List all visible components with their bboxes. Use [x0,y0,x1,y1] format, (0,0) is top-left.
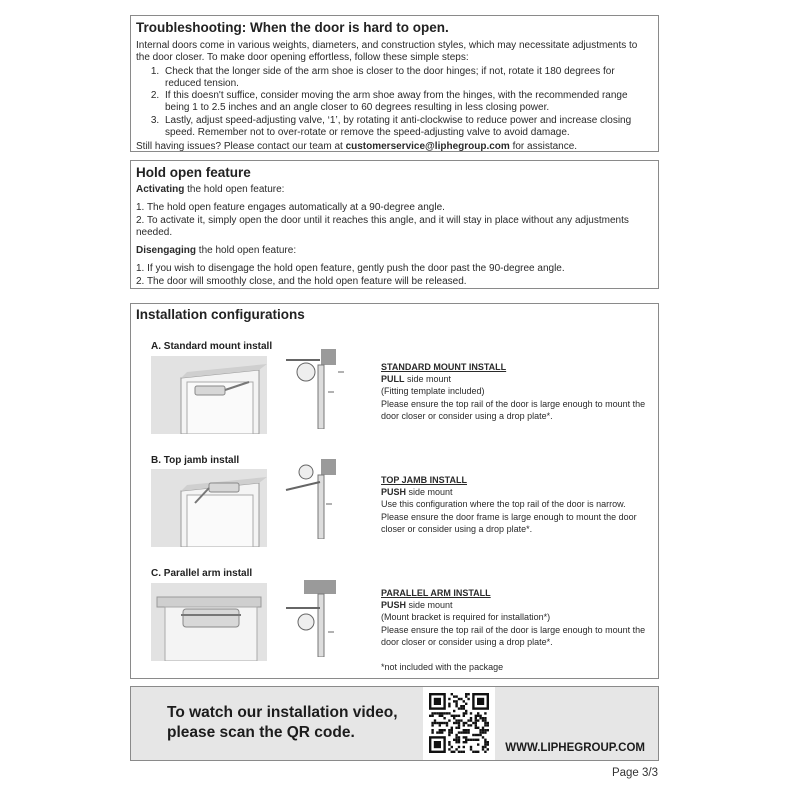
troubleshooting-step: 3. Lastly, adjust speed-adjusting valve, ‘1’, by rotating it anti-clockwise to reduce power and increase closing speed. Remember not to over-rotate or remove the speed-adjusting valve to avoid damage. [162,115,653,140]
config-side [381,486,651,498]
config-label: A. Standard mount install [151,341,273,352]
config-label: C. Parallel arm install [151,568,253,579]
config-description [381,587,651,648]
video-banner [130,686,659,761]
contact-email-link[interactable]: customerservice@liphegroup.com [345,141,510,153]
website-link[interactable]: WWW.LIPHEGROUP.COM [505,742,645,754]
config-line: (Mount bracket is required for installation*) [381,612,551,623]
troubleshooting-steps [136,66,653,140]
top-jamb-photo [151,469,267,547]
config-line: (Fitting template included) [381,386,485,397]
troubleshooting-step: 2. If this doesn't suffice, consider moving the arm shoe away from the hinges, with the recommended range being 1 to 2.5 inches and an angle closer to 60 degrees resulting in less closing power. [162,90,653,115]
activating-step: 1. The hold open feature engages automatically at a 90-degree angle. [136,202,445,214]
hold-open-title: Hold open feature [136,165,251,180]
troubleshooting-step: 1. Check that the longer side of the arm shoe is closer to the door hinges; if not, rotate it 180 degrees for reduced tension. [162,66,653,91]
cta-line: please scan the QR code. [167,724,355,741]
troubleshooting-intro: Internal doors come in various weights, diameters, and construction styles, which may necessitate adjustments to the door closer. To make door opening effortless, follow these simple steps: [136,40,638,64]
contact-suffix: for assistance. [509,141,578,153]
top-jamb-diagram [276,454,356,539]
side-rest: side mount [406,600,453,611]
config-heading: PARALLEL ARM INSTALL [381,588,491,598]
video-cta [167,703,398,743]
side-bold: PUSH [381,487,407,498]
config-line: Please ensure the door frame is large enough to mount the door closer or consider using a drop plate*. [381,511,637,534]
activating-rest: the hold open feature: [184,184,285,195]
qr-code-icon[interactable] [423,687,495,760]
disengaging-rest: the hold open feature: [196,245,297,257]
side-rest: side mount [406,487,453,498]
config-heading: STANDARD MOUNT INSTALL [381,362,507,372]
contact-line [136,141,653,153]
activating-bold: Activating [136,184,185,195]
disengaging-bold: Disengaging [136,245,197,257]
config-description [381,361,651,422]
troubleshooting-title: Troubleshooting: When the door is hard to open. [136,20,449,35]
side-bold: PUSH [381,600,407,611]
standard-mount-diagram [276,344,356,429]
config-line: Use this configuration where the top rail of the door is narrow. [381,499,626,510]
activating-heading [136,184,653,196]
config-heading: TOP JAMB INSTALL [381,475,468,485]
disengaging-step: 1. If you wish to disengage the hold open feature, gently push the door past the 90-degree angle. [136,263,565,275]
troubleshooting-section [130,15,659,152]
config-line: Please ensure the top rail of the door is large enough to mount the door closer or consider using a drop plate*. [381,624,646,647]
config-side [381,599,651,611]
package-note: *not included with the package [381,662,504,672]
config-description [381,474,651,535]
installation-title: Installation configurations [136,307,305,322]
config-label: B. Top jamb install [151,455,240,466]
installation-section [130,303,659,679]
cta-line: To watch our installation video, [167,704,398,721]
side-rest: side mount [404,374,452,385]
parallel-arm-photo [151,583,267,661]
config-line: Please ensure the top rail of the door is large enough to mount the door closer or consider using a drop plate*. [381,398,646,421]
standard-mount-photo [151,356,267,434]
side-bold: PULL [381,374,405,385]
config-side [381,373,651,385]
disengaging-step: 2. The door will smoothly close, and the hold open feature will be released. [136,275,467,287]
contact-prefix: Still having issues? Please contact our team at [136,141,346,153]
parallel-arm-diagram [276,572,356,657]
activating-step: 2. To activate it, simply open the door until it reaches this angle, and it will stay in place without any adjustments needed. [136,214,629,238]
page-number: Page 3/3 [611,767,658,779]
hold-open-section [130,160,659,289]
disengaging-heading [136,245,653,257]
